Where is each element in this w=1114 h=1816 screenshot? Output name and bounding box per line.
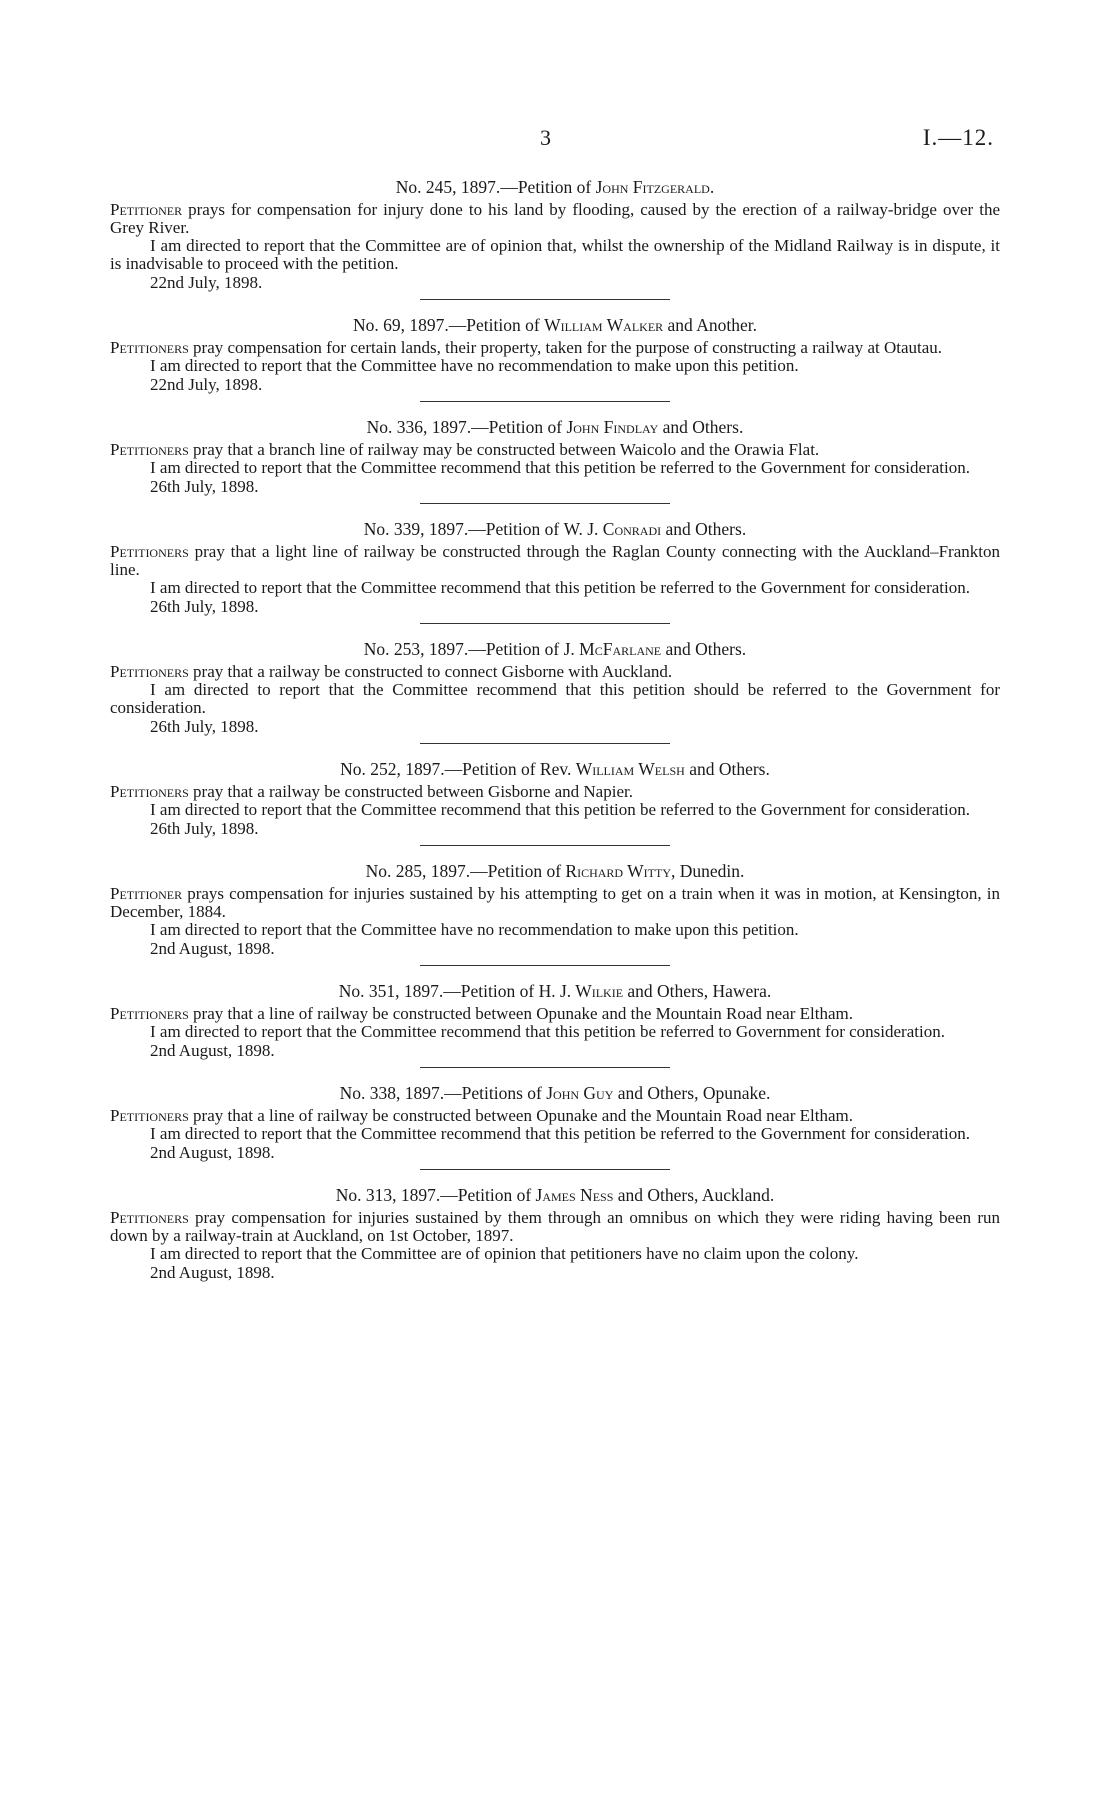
petition-title-suffix: and Others, Hawera. (623, 981, 772, 1001)
petition-lead-word: Petitioners (110, 1106, 189, 1125)
petition-title-suffix: and Another. (663, 315, 757, 335)
petition-number: No. 336, 1897. (366, 417, 472, 437)
petition-title-suffix: and Others, Opunake. (613, 1083, 771, 1103)
petition-lead-word: Petitioner (110, 884, 183, 903)
petition-prayer-text: pray that a light line of railway be constructed through the Raglan County connecting with the Auckland–Frankton line. (110, 542, 1000, 579)
report-date: 2nd August, 1898. (150, 1263, 275, 1282)
petition-heading (110, 1082, 1000, 1104)
report-date: 22nd July, 1898. (150, 375, 263, 394)
petition-entry (110, 176, 1000, 314)
petition-number: No. 69, 1897. (353, 315, 449, 335)
committee-report: I am directed to report that the Committee are of opinion that, whilst the ownership of the Midland Railway is in dispute, it is inadvisable to proceed with the petition. (110, 236, 1000, 273)
petition-list (110, 176, 1000, 1283)
petitioner-name: John Findlay (566, 417, 659, 437)
petition-number: No. 285, 1897. (365, 861, 471, 881)
report-date: 26th July, 1898. (150, 477, 259, 496)
section-gap (110, 624, 1000, 638)
petition-heading (110, 638, 1000, 660)
petition-number: No. 338, 1897. (339, 1083, 445, 1103)
petition-title: —Petitions of (444, 1083, 547, 1103)
petition-prayer-text: pray that a railway be constructed between Gisborne and Napier. (188, 782, 633, 801)
petition-lead-word: Petitioners (110, 1004, 189, 1023)
committee-report: I am directed to report that the Committee recommend that this petition be referred to Government for consideration. (150, 1022, 945, 1041)
report-date: 26th July, 1898. (150, 819, 259, 838)
section-gap (110, 402, 1000, 416)
petition-title: —Petition of (448, 315, 545, 335)
petition-prayer (110, 441, 1000, 459)
petition-title: —Petition of (440, 1185, 536, 1205)
report-date: 22nd July, 1898. (150, 273, 263, 292)
committee-report: I am directed to report that the Committee recommend that this petition be referred to the Government for consideration. (150, 578, 970, 597)
petition-title-suffix: , Dunedin. (670, 861, 745, 881)
petitioner-name: H. J. Wilkie (538, 981, 624, 1001)
committee-report: I am directed to report that the Committee have no recommendation to make upon this petition. (150, 356, 799, 375)
committee-report: I am directed to report that the Committee recommend that this petition be referred to the Government for consideration. (150, 800, 970, 819)
petition-title: —Petition of (443, 981, 539, 1001)
petition-title-suffix: . (709, 177, 715, 197)
petition-entry (110, 1184, 1000, 1283)
petition-title-suffix: and Others. (661, 639, 747, 659)
petition-title: —Petition of (468, 639, 564, 659)
petition-prayer-text: pray that a railway be constructed to connect Gisborne with Auckland. (188, 662, 673, 681)
petition-prayer (110, 1107, 1000, 1125)
section-gap (110, 1170, 1000, 1184)
section-gap (110, 1068, 1000, 1082)
petition-entry (110, 1082, 1000, 1184)
committee-report: I am directed to report that the Committee are of opinion that petitioners have no claim upon the colony. (150, 1244, 859, 1263)
petition-number: No. 252, 1897. (340, 759, 445, 779)
petition-title: —Petition of (468, 519, 564, 539)
petition-prayer-text: pray that a line of railway be constructed between Opunake and the Mountain Road near Eltham. (188, 1106, 853, 1125)
petitioner-name: Richard Witty (565, 861, 671, 881)
petition-prayer (110, 663, 1000, 681)
petition-prayer (110, 543, 1000, 579)
petition-lead-word: Petitioners (110, 338, 189, 357)
petition-prayer-text: prays for compensation for injury done to his land by flooding, caused by the erection of a railway-bridge over the Grey River. (110, 200, 1000, 237)
petition-number: No. 351, 1897. (338, 981, 444, 1001)
petition-entry (110, 638, 1000, 758)
petition-lead-word: Petitioners (110, 662, 189, 681)
petition-title-suffix: and Others, Auckland. (613, 1185, 775, 1205)
petition-number: No. 313, 1897. (335, 1185, 441, 1205)
petition-number: No. 245, 1897. (395, 177, 501, 197)
petition-entry (110, 416, 1000, 518)
petition-entry (110, 758, 1000, 860)
committee-report: I am directed to report that the Committee recommend that this petition be referred to the Government for consideration. (150, 1124, 970, 1143)
petition-title-suffix: and Others. (661, 519, 747, 539)
petitioner-name: James Ness (535, 1185, 614, 1205)
petition-prayer (110, 339, 1000, 357)
petition-prayer-text: pray that a line of railway be constructed between Opunake and the Mountain Road near Eltham. (188, 1004, 853, 1023)
petition-title-suffix: and Others. (658, 417, 744, 437)
petitioner-name: William Welsh (575, 759, 685, 779)
petition-prayer-text: prays compensation for injuries sustained by his attempting to get on a train when it was in motion, at Kensington, in December, 1884. (110, 884, 1000, 921)
petition-heading (110, 416, 1000, 438)
petition-title-suffix: and Others. (684, 759, 770, 779)
petition-prayer (110, 885, 1000, 921)
petition-entry (110, 314, 1000, 416)
section-gap (110, 504, 1000, 518)
petition-number: No. 253, 1897. (363, 639, 469, 659)
petition-title: —Petition of (500, 177, 596, 197)
report-date: 2nd August, 1898. (150, 1143, 275, 1162)
section-gap (110, 966, 1000, 980)
committee-report: I am directed to report that the Committee recommend that this petition should be referred to the Government for consideration. (110, 680, 1000, 717)
petition-prayer (110, 201, 1000, 237)
report-date: 26th July, 1898. (150, 717, 259, 736)
page-number: 3 (540, 125, 551, 150)
petition-lead-word: Petitioners (110, 542, 189, 561)
committee-report: I am directed to report that the Committee have no recommendation to make upon this petition. (150, 920, 799, 939)
section-gap (110, 744, 1000, 758)
committee-report: I am directed to report that the Committee recommend that this petition be referred to the Government for consideration. (150, 458, 970, 477)
report-date: 26th July, 1898. (150, 597, 259, 616)
petition-entry (110, 860, 1000, 980)
petition-title: —Petition of Rev. (444, 759, 576, 779)
petition-heading (110, 860, 1000, 882)
petition-heading (110, 1184, 1000, 1206)
petition-entry (110, 980, 1000, 1082)
petitioner-name: J. McFarlane (563, 639, 662, 659)
section-gap (110, 300, 1000, 314)
petition-prayer (110, 783, 1000, 801)
petition-heading (110, 176, 1000, 198)
petition-lead-word: Petitioners (110, 782, 189, 801)
petition-prayer-text: pray compensation for certain lands, their property, taken for the purpose of constructing a railway at Otautau. (188, 338, 943, 357)
petition-lead-word: Petitioner (110, 200, 183, 219)
petitioner-name: William Walker (544, 315, 664, 335)
petition-prayer-text: pray compensation for injuries sustained by them through an omnibus on which they were riding having been run down by a railway-train at Auckland, on 1st October, 1897. (110, 1208, 1000, 1245)
petition-lead-word: Petitioners (110, 1208, 189, 1227)
petition-prayer-text: pray that a branch line of railway may be constructed between Waicolo and the Orawia Flat. (188, 440, 820, 459)
petition-number: No. 339, 1897. (363, 519, 469, 539)
petition-heading (110, 980, 1000, 1002)
petition-heading (110, 518, 1000, 540)
petitioner-name: W. J. Conradi (563, 519, 662, 539)
section-gap (110, 846, 1000, 860)
petition-prayer (110, 1005, 1000, 1023)
petitioner-name: John Fitzgerald (595, 177, 710, 197)
report-date: 2nd August, 1898. (150, 1041, 275, 1060)
petition-heading (110, 314, 1000, 336)
petition-title: —Petition of (470, 861, 566, 881)
petition-prayer (110, 1209, 1000, 1245)
petition-lead-word: Petitioners (110, 440, 189, 459)
report-date: 2nd August, 1898. (150, 939, 275, 958)
petition-title: —Petition of (471, 417, 567, 437)
petition-entry (110, 518, 1000, 638)
petition-heading (110, 758, 1000, 780)
paper-reference: I.—12. (922, 125, 994, 150)
petitioner-name: John Guy (546, 1083, 614, 1103)
